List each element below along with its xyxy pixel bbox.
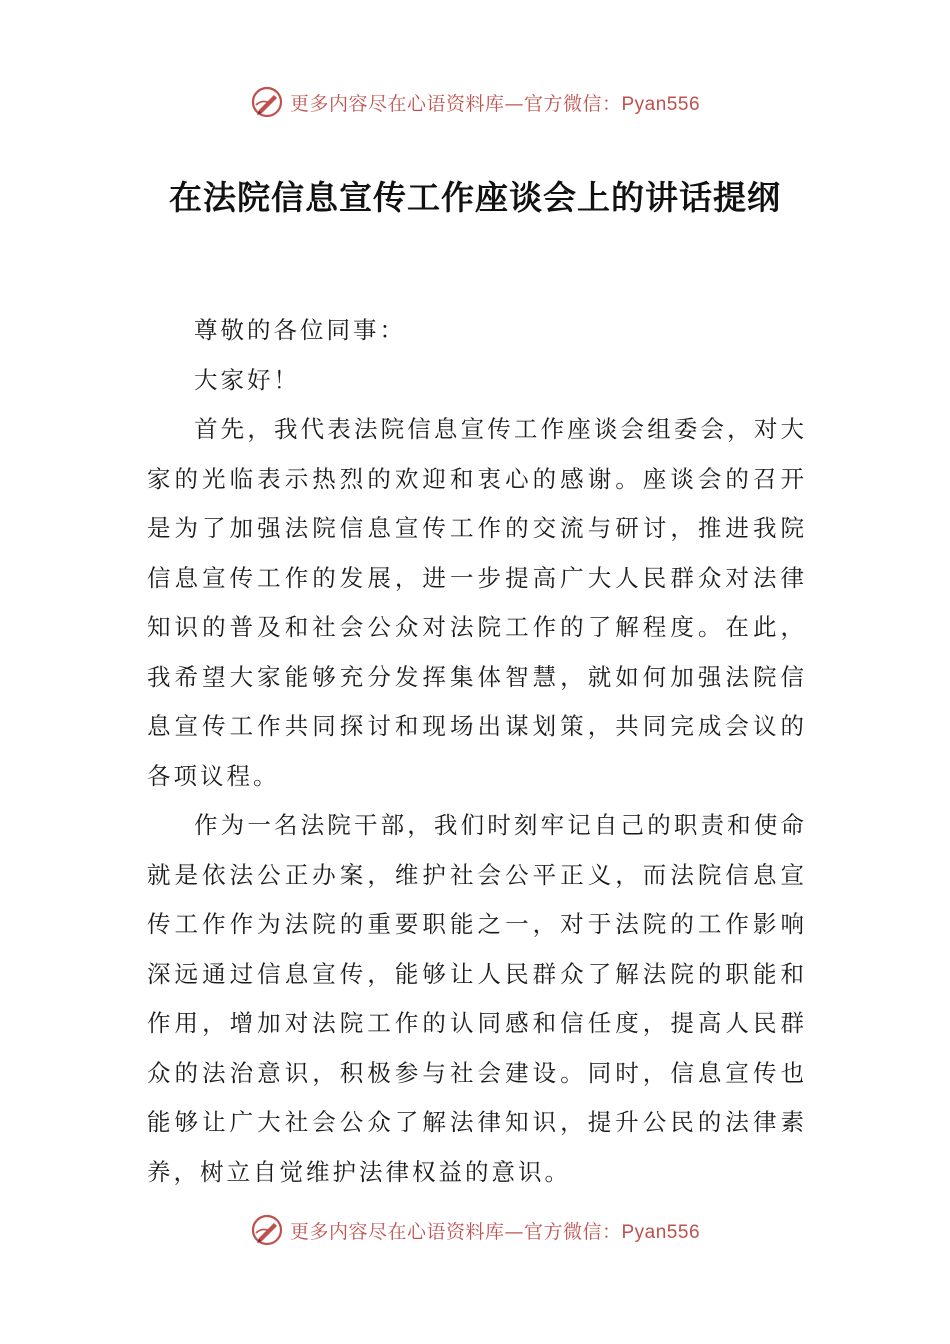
greeting: 大家好！ xyxy=(194,365,300,394)
header-watermark xyxy=(0,82,950,122)
watermark-text xyxy=(290,89,700,116)
pen-logo-icon xyxy=(250,1213,284,1247)
watermark-separator: — xyxy=(504,1220,524,1243)
watermark-handle: Pyan556 xyxy=(621,1221,701,1243)
watermark-separator: — xyxy=(504,92,524,115)
document-body xyxy=(147,306,807,1197)
footer-watermark xyxy=(0,1210,950,1250)
watermark-handle: Pyan556 xyxy=(621,93,701,115)
watermark-slogan: 更多内容尽在心语资料库 xyxy=(289,1220,505,1243)
pen-logo-icon xyxy=(250,85,284,119)
body-paragraph: 首先，我代表法院信息宣传工作座谈会组委会，对大家的光临表示热烈的欢迎和衷心的感谢。座谈会的召开是为了加强法院信息宣传工作的交流与研讨，推进我院信息宣传工作的发展，进一步提高广大人民群众对法律知识的普及和社会公众对法院工作的了解程度。在此，我希望大家能够充分发挥集体智慧，就如何加强法院信息宣传工作共同探讨和现场出谋划策，共同完成会议的各项议程。 xyxy=(147,415,807,790)
salutation: 尊敬的各位同事： xyxy=(194,316,406,344)
watermark-label: 官方微信： xyxy=(523,92,622,115)
document-title: 在法院信息宣传工作座谈会上的讲话提纲 xyxy=(169,178,781,217)
watermark-text xyxy=(290,1217,700,1244)
watermark-slogan: 更多内容尽在心语资料库 xyxy=(289,92,505,115)
watermark-label: 官方微信： xyxy=(523,1220,622,1243)
body-paragraph: 作为一名法院干部，我们时刻牢记自己的职责和使命就是依法公正办案，维护社会公平正义，而法院信息宣传工作作为法院的重要职能之一，对于法院的工作影响深远通过信息宣传，能够让人民群众了解法院的职能和作用，增加对法院工作的认同感和信任度，提高人民群众的法治意识，积极参与社会建设。同时，信息宣传也能够让广大社会公众了解法律知识，提升公民的法律素养，树立自觉维护法律权益的意识。 xyxy=(147,811,807,1186)
